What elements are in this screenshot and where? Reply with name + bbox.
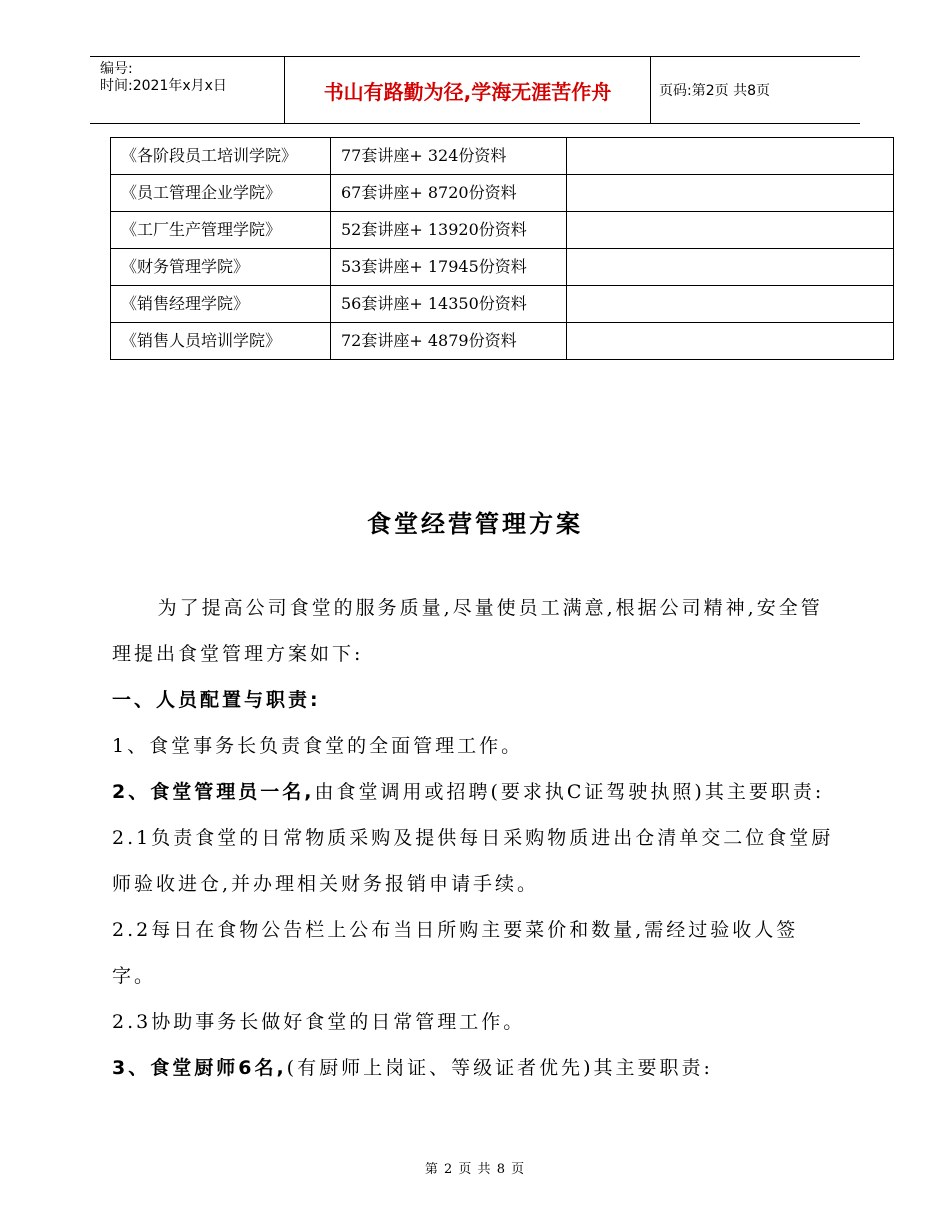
item-paragraph [112,769,840,815]
item-text: (有厨师上岗证、等级证者优先)其主要职责: [286,1057,713,1079]
table-row [111,212,894,249]
item-paragraph: 1、食堂事务长负责食堂的全面管理工作。 [112,735,524,757]
table-cell-content: 72套讲座+ 4879份资料 [331,323,567,360]
item-paragraph [112,1045,840,1091]
table-cell-note [567,323,894,360]
page-header [90,56,860,124]
item-text: 由食堂调用或招聘(要求执C证驾驶执照)其主要职责: [314,781,825,803]
document-title: 食堂经营管理方案 [367,510,583,538]
table-row [111,138,894,175]
table-cell-note [567,212,894,249]
table-cell-content: 53套讲座+ 17945份资料 [331,249,567,286]
table-cell-name: 《销售人员培训学院》 [111,323,331,360]
section-heading: 一、人员配置与职责: [112,689,321,711]
table-row [111,175,894,212]
item-lead: 3、食堂厨师6名, [112,1057,287,1079]
sub-item-paragraph: 2.1负责食堂的日常物质采购及提供每日采购物质进出仓清单交二位食堂厨师验收进仓,并办理相关财务报销申请手续。 [112,827,834,895]
intro-paragraph: 为了提高公司食堂的服务质量,尽量使员工满意,根据公司精神,安全管理提出食堂管理方案如下: [112,597,823,665]
table-cell-name: 《工厂生产管理学院》 [111,212,331,249]
number-label: 编号: [100,61,133,77]
sub-item-paragraph: 2.3协助事务长做好食堂的日常管理工作。 [112,1011,526,1033]
table-cell-name: 《各阶段员工培训学院》 [111,138,331,175]
table-row [111,323,894,360]
table-cell-name: 《财务管理学院》 [111,249,331,286]
header-motto: 书山有路勤为径,学海无涯苦作舟 [285,57,651,123]
time-label: 时间:2021年x月x日 [100,78,227,94]
document-body [112,585,840,1091]
table-cell-note [567,175,894,212]
table-cell-content: 77套讲座+ 324份资料 [331,138,567,175]
table-cell-note [567,286,894,323]
table-row [111,286,894,323]
header-page-number: 页码:第2页 共8页 [659,83,770,99]
table-row [111,249,894,286]
table-cell-name: 《员工管理企业学院》 [111,175,331,212]
table-cell-content: 67套讲座+ 8720份资料 [331,175,567,212]
table-cell-note [567,249,894,286]
table-cell-note [567,138,894,175]
table-cell-content: 56套讲座+ 14350份资料 [331,286,567,323]
table-cell-name: 《销售经理学院》 [111,286,331,323]
header-meta [90,57,285,123]
sub-item-paragraph: 2.2每日在食物公告栏上公布当日所购主要菜价和数量,需经过验收人签字。 [112,919,799,987]
page-footer: 第 2 页 共 8 页 [424,1162,526,1177]
table-cell-content: 52套讲座+ 13920份资料 [331,212,567,249]
resource-table [110,137,894,360]
item-lead: 2、食堂管理员一名, [112,781,315,803]
